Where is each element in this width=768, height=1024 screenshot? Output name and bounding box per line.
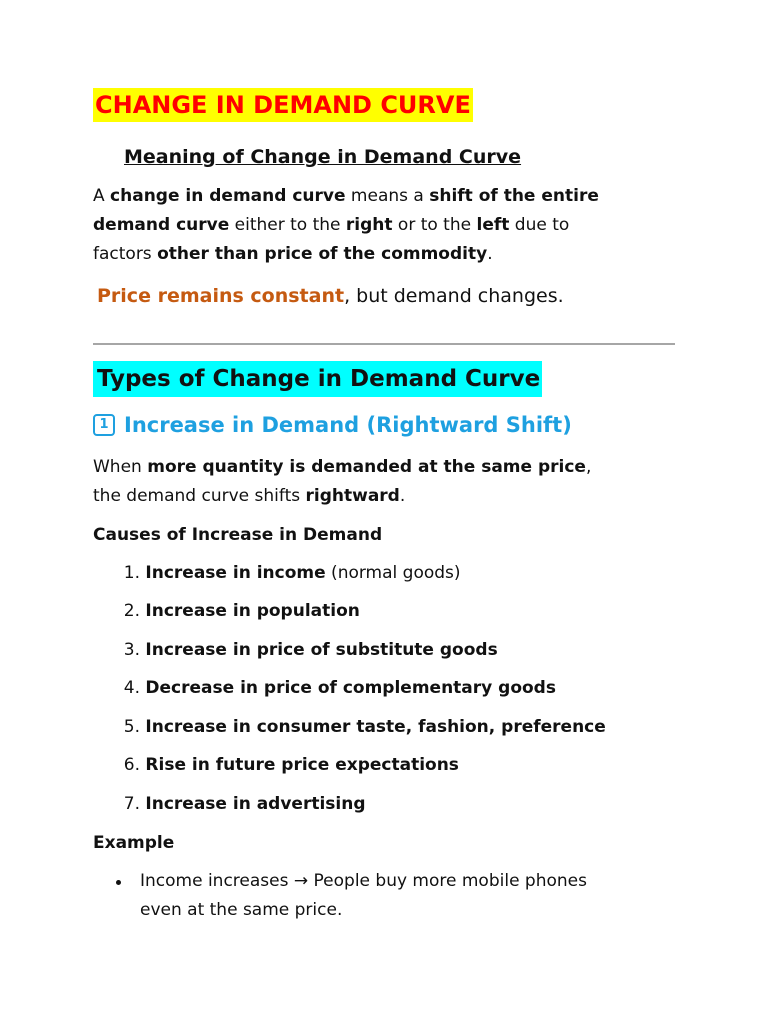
list-item: 7. Increase in advertising (123, 794, 366, 814)
bullet-icon (116, 880, 121, 885)
price-note-highlight: Price remains constant (97, 285, 345, 307)
list-item: 1. Increase in income (normal goods) (123, 563, 461, 583)
definition-line-2: demand curve either to the right or to the left due to (93, 215, 570, 235)
price-note (97, 281, 564, 311)
example-heading: Example (93, 833, 175, 853)
meaning-heading: Meaning of Change in Demand Curve (124, 146, 522, 168)
list-item: 3. Increase in price of substitute goods (123, 640, 498, 660)
definition-line-3: factors other than price of the commodity. (93, 244, 493, 264)
price-note-rest: , but demand changes. (344, 285, 564, 307)
example-line-2: even at the same price. (140, 900, 343, 920)
increase-desc-line-2: the demand curve shifts rightward. (93, 486, 406, 506)
increase-heading: Increase in Demand (Rightward Shift) (124, 413, 572, 437)
causes-heading: Causes of Increase in Demand (93, 525, 383, 545)
section-divider (93, 343, 675, 345)
list-item: 2. Increase in population (123, 601, 360, 621)
list-item: 5. Increase in consumer taste, fashion, preference (123, 717, 606, 737)
list-item: 6. Rise in future price expectations (123, 755, 459, 775)
definition-line-1: A change in demand curve means a shift of the entire (93, 186, 599, 206)
increase-desc-line-1: When more quantity is demanded at the same price, (93, 457, 592, 477)
types-heading: Types of Change in Demand Curve (93, 361, 542, 397)
page-title: CHANGE IN DEMAND CURVE (93, 88, 473, 122)
example-line-1: Income increases → People buy more mobile phones (140, 871, 587, 891)
increase-heading-row (93, 408, 572, 442)
list-item: 4. Decrease in price of complementary goods (123, 678, 556, 698)
number-one-icon: 1 (93, 414, 115, 436)
